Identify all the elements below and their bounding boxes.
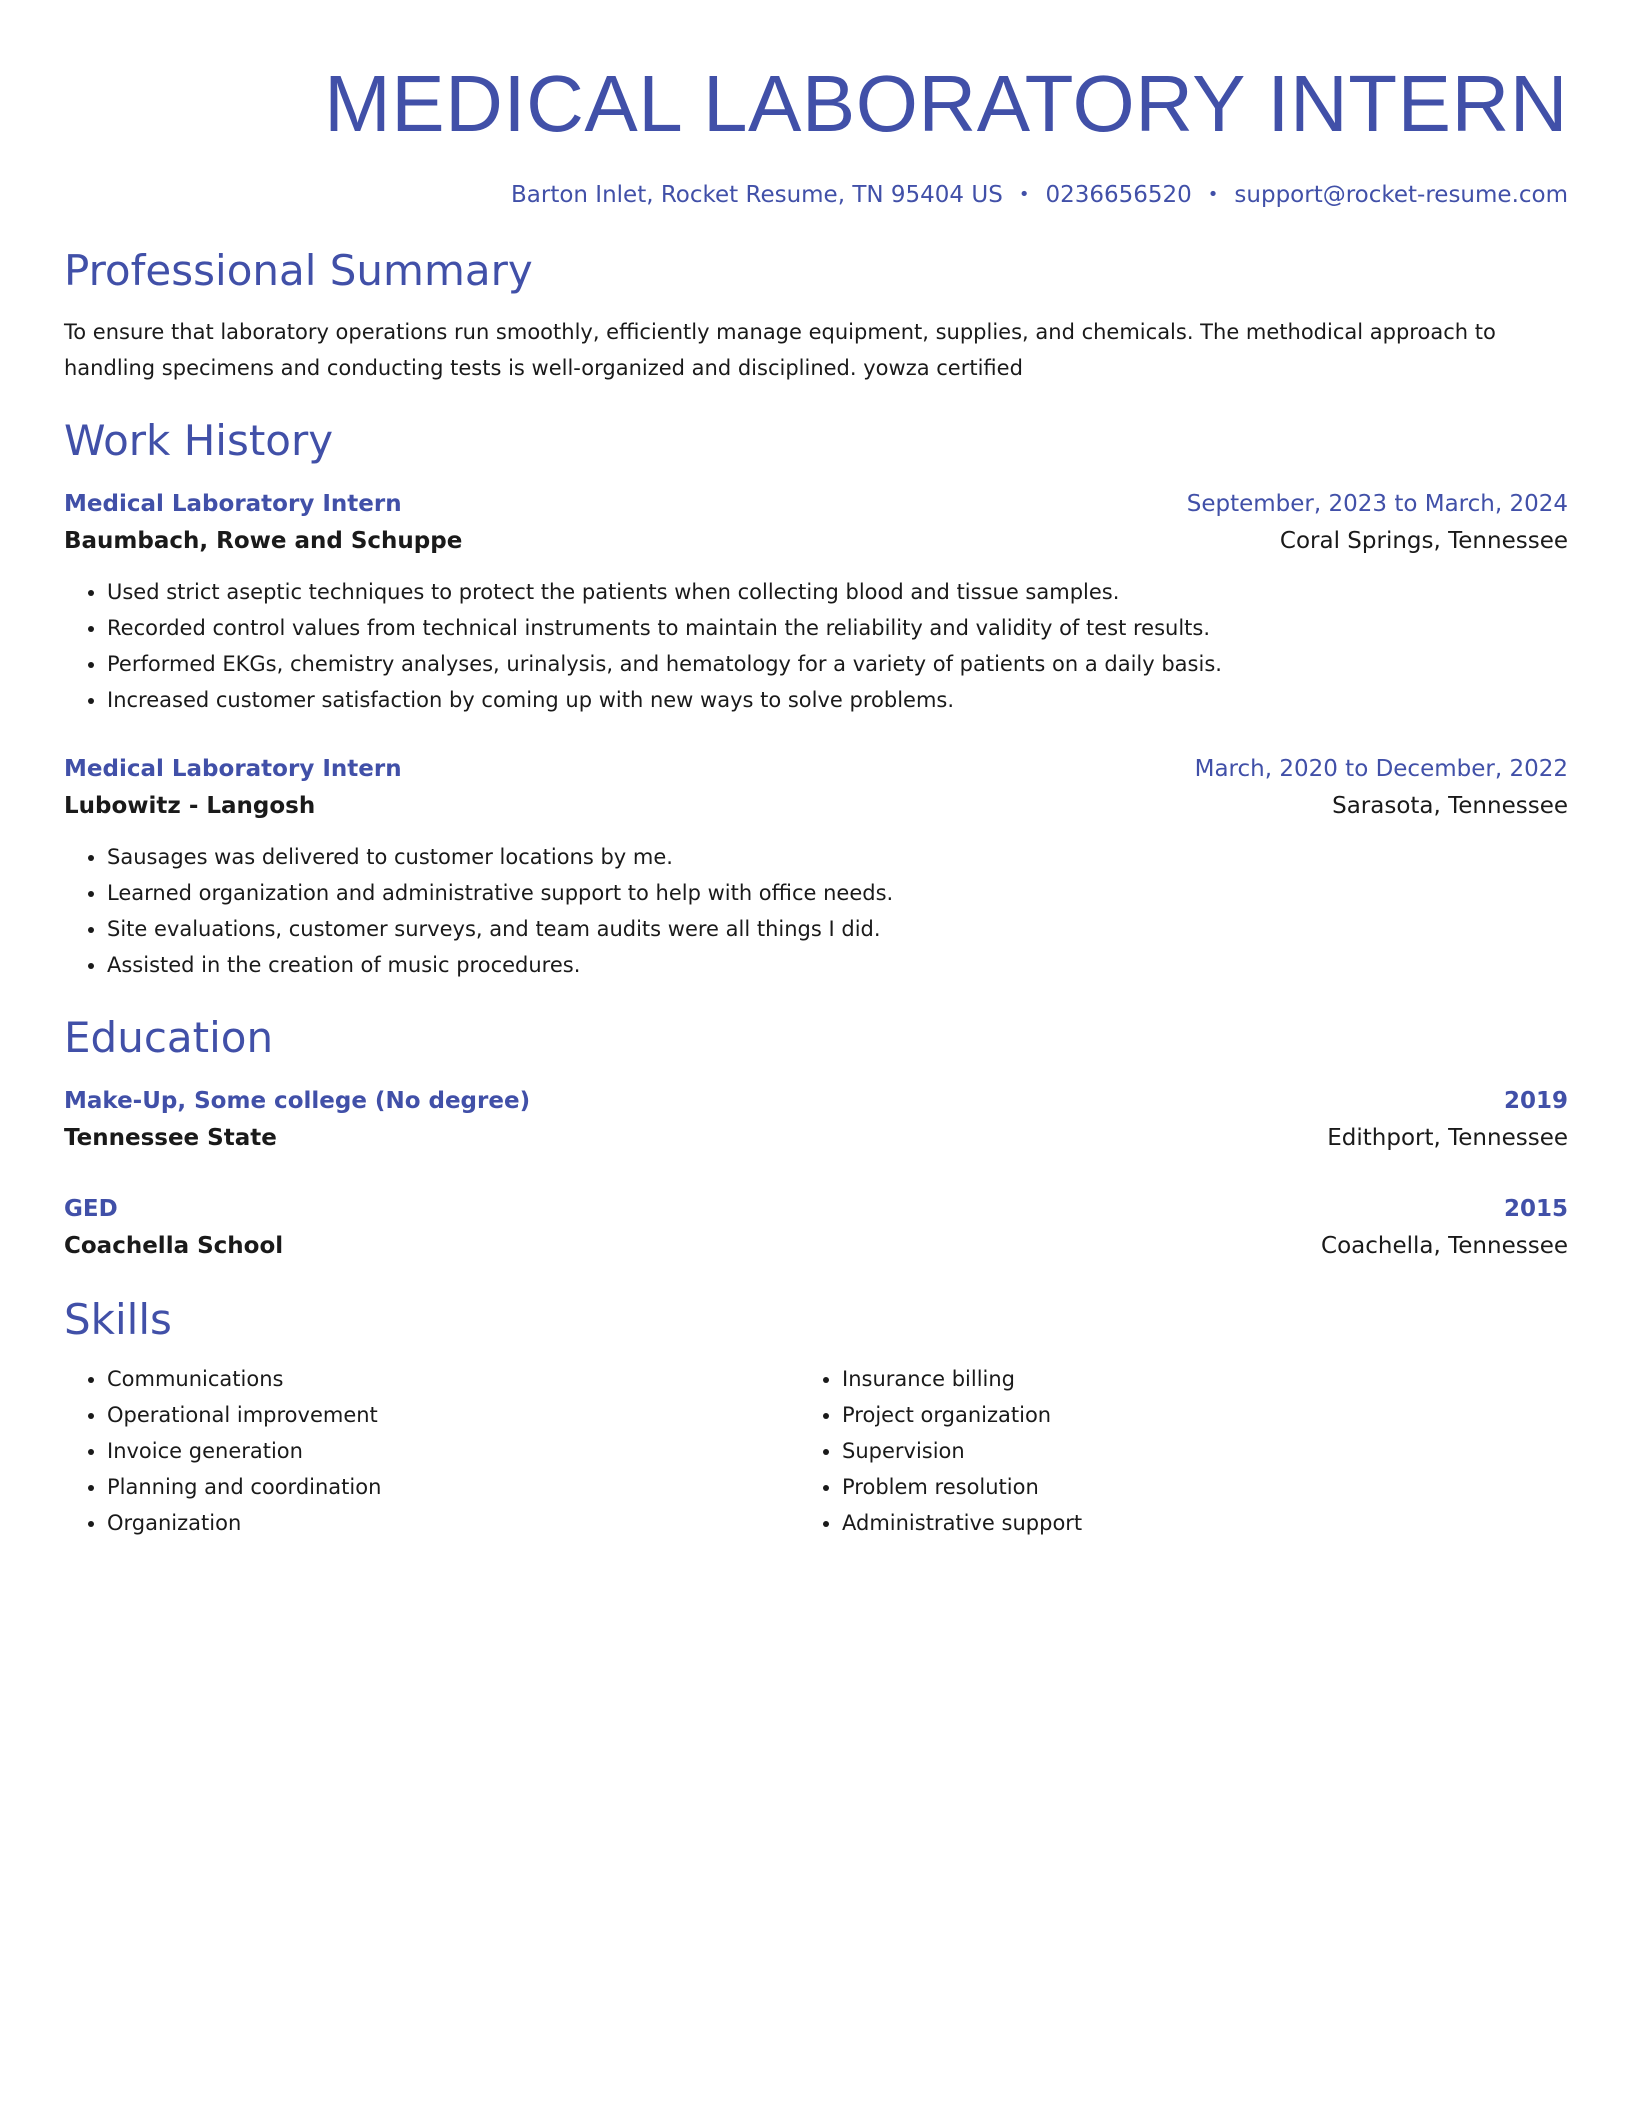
graduation-year: 2019: [1503, 1088, 1568, 1114]
list-item: • Increased customer satisfaction by coming up with new ways to solve problems.: [107, 682, 1568, 718]
job-company: Baumbach, Rowe and Schuppe: [64, 528, 463, 554]
education-entry: [64, 1191, 1568, 1265]
list-item: • Sausages was delivered to customer locations by me.: [107, 839, 1568, 875]
resume-header: [64, 58, 1568, 210]
skill-item: • Operational improvement: [107, 1397, 799, 1433]
job-location: Sarasota, Tennessee: [1332, 793, 1568, 819]
school-location: Coachella, Tennessee: [1321, 1233, 1568, 1259]
section-title: Skills: [64, 1295, 172, 1344]
job-entry: [64, 486, 1568, 718]
school-location: Edithport, Tennessee: [1327, 1125, 1568, 1151]
job-company: Lubowitz - Langosh: [64, 793, 316, 819]
skill-item: • Invoice generation: [107, 1433, 799, 1469]
education-entry: [64, 1083, 1568, 1157]
job-dates: March, 2020 to December, 2022: [1194, 756, 1568, 782]
graduation-year: 2015: [1503, 1196, 1568, 1222]
contact-separator: •: [1207, 184, 1219, 205]
skill-item: • Administrative support: [842, 1505, 1534, 1541]
list-item: • Recorded control values from technical instruments to maintain the reliability and validity of test results.: [107, 610, 1568, 646]
job-title: Medical Laboratory Intern: [64, 756, 402, 782]
education-section: [64, 1011, 1568, 1265]
list-item: • Learned organization and administrative support to help with office needs.: [107, 875, 1568, 911]
job-bullets: [64, 574, 1568, 718]
work-history-section: [64, 414, 1568, 983]
section-title: Professional Summary: [64, 246, 533, 295]
contact-phone: 0236656520: [1045, 182, 1192, 208]
skills-list-left: [64, 1361, 799, 1541]
section-title: Work History: [64, 416, 334, 465]
job-entry: [64, 751, 1568, 983]
contact-separator: •: [1018, 184, 1030, 205]
skill-item: • Supervision: [842, 1433, 1534, 1469]
list-item: • Performed EKGs, chemistry analyses, urinalysis, and hematology for a variety of patients on a daily basis.: [107, 646, 1568, 682]
job-location: Coral Springs, Tennessee: [1279, 528, 1568, 554]
degree: GED: [64, 1196, 118, 1222]
skill-item: • Project organization: [842, 1397, 1534, 1433]
list-item: • Site evaluations, customer surveys, and team audits were all things I did.: [107, 911, 1568, 947]
job-title: Medical Laboratory Intern: [64, 491, 402, 517]
skill-item: • Insurance billing: [842, 1361, 1534, 1397]
skills-columns: [64, 1361, 1568, 1541]
list-item: • Used strict aseptic techniques to protect the patients when collecting blood and tissue samples.: [107, 574, 1568, 610]
school-name: Coachella School: [64, 1233, 284, 1259]
job-bullets: [64, 839, 1568, 983]
contact-email: support@rocket-resume.com: [1234, 182, 1568, 208]
degree: Make-Up, Some college (No degree): [64, 1088, 531, 1114]
skills-section: [64, 1293, 1568, 1541]
summary-text: To ensure that laboratory operations run smoothly, efficiently manage equipment, supplies, and chemicals. The methodical approach to handling specimens and conducting tests is well-organized and disciplined. yowza certified: [64, 320, 1496, 380]
skill-item: • Organization: [107, 1505, 799, 1541]
contact-address: Barton Inlet, Rocket Resume, TN 95404 US: [511, 182, 1003, 208]
candidate-name: MEDICAL LABORATORY INTERN: [324, 59, 1568, 148]
summary-section: [64, 244, 1568, 386]
skill-item: • Communications: [107, 1361, 799, 1397]
job-dates: September, 2023 to March, 2024: [1186, 491, 1568, 517]
skills-list-right: [799, 1361, 1534, 1541]
school-name: Tennessee State: [64, 1125, 277, 1151]
skill-item: • Planning and coordination: [107, 1469, 799, 1505]
section-title: Education: [64, 1013, 274, 1062]
list-item: • Assisted in the creation of music procedures.: [107, 947, 1568, 983]
contact-line: [64, 180, 1568, 210]
skill-item: • Problem resolution: [842, 1469, 1534, 1505]
